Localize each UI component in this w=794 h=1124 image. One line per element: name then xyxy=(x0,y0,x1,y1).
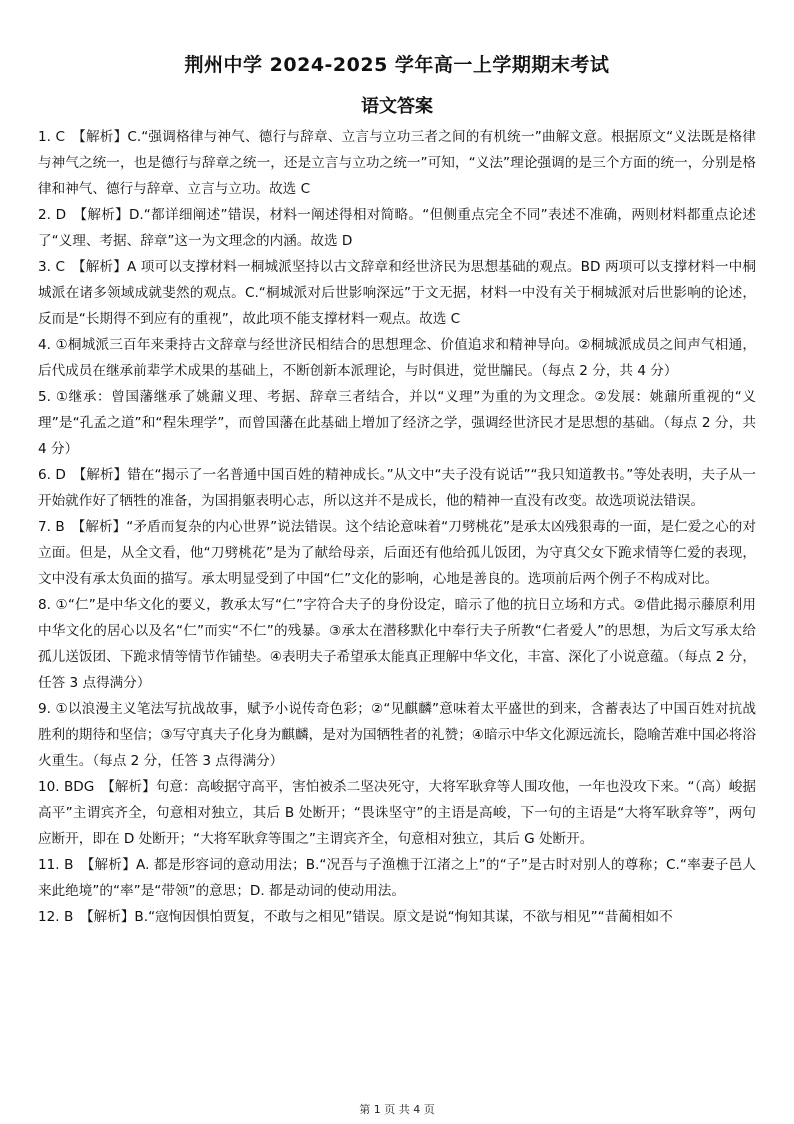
answer-item-9: 9. ①以浪漫主义笔法写抗战故事，赋予小说传奇色彩；②“见麒麟”意味着太平盛世的到来，含蓄表达了中国百姓对抗战胜利的期待和坚信；③写守真夫子化身为麒麟，是对为国牺牲者的礼赞；④暗示中华文化源远流长，隐喻苦难中国必将浴火重生。（每点 2 分，任答 3 点得满分） xyxy=(38,701,756,769)
answer-item-12: 12. B 【解析】B.“寇恂因惧怕贾复，不敢与之相见”错误。原文是说“恂知其谋，不欲与相见”“昔蔺相如不 xyxy=(38,909,673,925)
page-subtitle: 语文答案 xyxy=(361,96,433,117)
answer-item-10: 10. BDG 【解析】句意：高峻据守高平，害怕被杀二坚决死守，大将军耿弇等人围攻他，一年也没攻下来。“（高）峻据高平”主谓宾齐全，句意相对独立，其后 B 处断开；“畏诛坚守”的主语是高峻，下一句的主语是“大将军耿弇等”，两句应断开，即在 D 处断开；“大将军耿弇等围之”主谓宾齐全，句意相对独立，其后 G 处断开。 xyxy=(38,779,756,847)
page-title: 荆州中学 2024-2025 学年高一上学期期末考试 xyxy=(184,54,610,76)
answer-item-6: 6. D 【解析】错在“揭示了一名普通中国百姓的精神成长。”从文中“夫子没有说话”“我只知道教书。”等处表明，夫子从一开始就作好了牺牲的准备，为国捐躯表明心志，所以这并不是成长，他的精神一直没有改变。故选项说法错误。 xyxy=(38,467,756,509)
answer-item-2: 2. D 【解析】D.“都详细阐述”错误，材料一阐述得相对简略。“但侧重点完全不同”表述不准确，两则材料都重点论述了“义理、考据、辞章”这一为文理念的内涵。故选 D xyxy=(38,207,756,249)
answer-item-8: 8. ①“仁”是中华文化的要义，教承太写“仁”字符合夫子的身份设定，暗示了他的抗日立场和方式。②借此揭示藤原利用中华文化的居心以及名“仁”而实“不仁”的残暴。③承太在潜移默化中奉行夫子所教“仁者爱人”的思想，为后文写承太给孤儿送饭团、下跪求情等情节作铺垫。④表明夫子希望承太能真正理解中华文化，丰富、深化了小说意蕴。（每点 2 分，任答 3 点得满分） xyxy=(38,597,756,691)
answer-item-4: 4. ①桐城派三百年来秉持古文辞章与经世济民相结合的思想理念、价值追求和精神导向。②桐城派成员之间声气相通，后代成员在继承前辈学术成果的基础上，不断创新本派理论，与时俱进，觉世牖民。（每点 2 分，共 4 分） xyxy=(38,337,756,379)
page-footer: 第 1 页 共 4 页 xyxy=(359,1103,435,1116)
answer-item-3: 3. C 【解析】A 项可以支撑材料一桐城派坚持以古文辞章和经世济民为思想基础的观点。BD 两项可以支撑材料一中桐城派在诸多领域成就斐然的观点。C.“桐城派对后世影响深远”于文无据，材料一中没有关于桐城派对后世影响的论述，反而是“长期得不到应有的重视”，故此项不能支撑材料一观点。故选 C xyxy=(38,259,756,327)
answer-item-5: 5. ①继承：曾国藩继承了姚鼐义理、考据、辞章三者结合，并以“义理”为重的为文理念。②发展：姚鼐所重视的“义理”是“孔孟之道”和“程朱理学”，而曾国藩在此基础上增加了经济之学，强调经世济民才是思想的基础。（每点 2 分，共 4 分） xyxy=(38,389,756,457)
answer-item-11: 11. B 【解析】A. 都是形容词的意动用法；B.“况吾与子渔樵于江渚之上”的“子”是古时对别人的尊称；C.“率妻子邑人来此绝境”的“率”是“带领”的意思；D. 都是动词的使动用法。 xyxy=(38,857,756,899)
answer-list xyxy=(38,124,756,930)
answer-item-1: 1. C 【解析】C.“强调格律与神气、德行与辞章、立言与立功三者之间的有机统一”曲解文意。根据原文“义法既是格律与神气之统一，也是德行与辞章之统一，还是立言与立功之统一”可知，“义法”理论强调的是三个方面的统一，分别是格律和神气、德行与辞章、立言与立功。故选 C xyxy=(38,129,756,197)
answer-item-7: 7. B 【解析】“矛盾而复杂的内心世界”说法错误。这个结论意味着“刀劈桃花”是承太凶残狠毒的一面，是仁爱之心的对立面。但是，从全文看，他“刀劈桃花”是为了献给母亲，后面还有他给孤儿饭团，为守真父女下跪求情等仁爱的表现，文中没有承太负面的描写。承太明显受到了中国“仁”文化的影响，心地是善良的。选项前后两个例子不构成对比。 xyxy=(38,519,756,587)
